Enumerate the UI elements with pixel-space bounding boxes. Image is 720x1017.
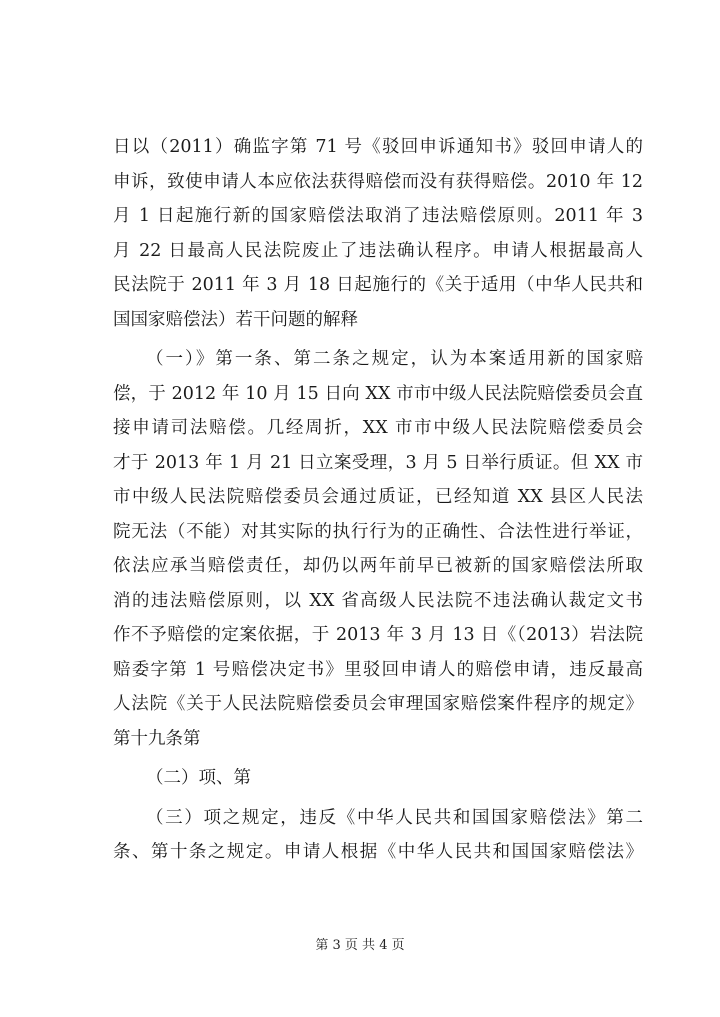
text-line: 月 1 日起施行新的国家赔偿法取消了违法赔偿原则。2011 年 3 (113, 206, 643, 226)
text-line: 人法院《关于人民法院赔偿委员会审理国家赔偿案件程序的规定》 (113, 694, 643, 714)
text-line: 日以（2011）确监字第 71 号《驳回申诉通知书》驳回申请人的 (113, 137, 643, 157)
document-body (113, 130, 643, 870)
text-line: 偿，于 2012 年 10 月 15 日向 XX 市市中级人民法院赔偿委员会直 (113, 383, 643, 404)
text-line: 才于 2013 年 1 月 21 日立案受理，3 月 5 日举行质证。但 XX 市 (113, 452, 643, 473)
paragraph-3 (113, 761, 643, 796)
text-line: 第十九条第 (113, 728, 201, 749)
text-line: 依法应承当赔偿责任，却仍以两年前早已被新的国家赔偿法所取 (113, 556, 643, 576)
text-line: 国国家赔偿法）若干问题的解释 (113, 309, 358, 330)
text-line: 月 22 日最高人民法院废止了违法确认程序。申请人根据最高人 (113, 240, 643, 261)
text-line: 申诉，致使申请人本应依法获得赔偿而没有获得赔偿。2010 年 12 (113, 171, 643, 192)
text-line: 条、第十条之规定。申请人根据《中华人民共和国国家赔偿法》 (113, 842, 643, 862)
paragraph-4 (113, 801, 643, 870)
text-line: （一）》第一条、第二条之规定，认为本案适用新的国家赔 (146, 349, 643, 369)
text-line: 市中级人民法院赔偿委员会通过质证，已经知道 XX 县区人民法 (113, 487, 643, 507)
paragraph-2 (113, 342, 643, 756)
paragraph-1 (113, 130, 643, 337)
text-line: 消的违法赔偿原则，以 XX 省高级人民法院不违法确认裁定文书 (113, 590, 643, 611)
text-line: 作不予赔偿的定案依据，于 2013 年 3 月 13 日《（2013）岩法院 (113, 625, 643, 645)
page-number-footer: 第 3 页 共 4 页 (315, 938, 405, 953)
text-line: 赔委字第 1 号赔偿决定书》里驳回申请人的赔偿申请，违反最高 (113, 659, 643, 680)
text-line: （三）项之规定，违反《中华人民共和国国家赔偿法》第二 (146, 807, 643, 828)
text-line: 接申请司法赔偿。几经周折，XX 市市中级人民法院赔偿委员会 (113, 418, 643, 438)
text-line: 院无法（不能）对其实际的执行行为的正确性、合法性进行举证， (113, 521, 643, 542)
text-line: 民法院于 2011 年 3 月 18 日起施行的《关于适用（中华人民共和 (113, 275, 643, 295)
text-line: （二）项、第 (146, 768, 251, 788)
